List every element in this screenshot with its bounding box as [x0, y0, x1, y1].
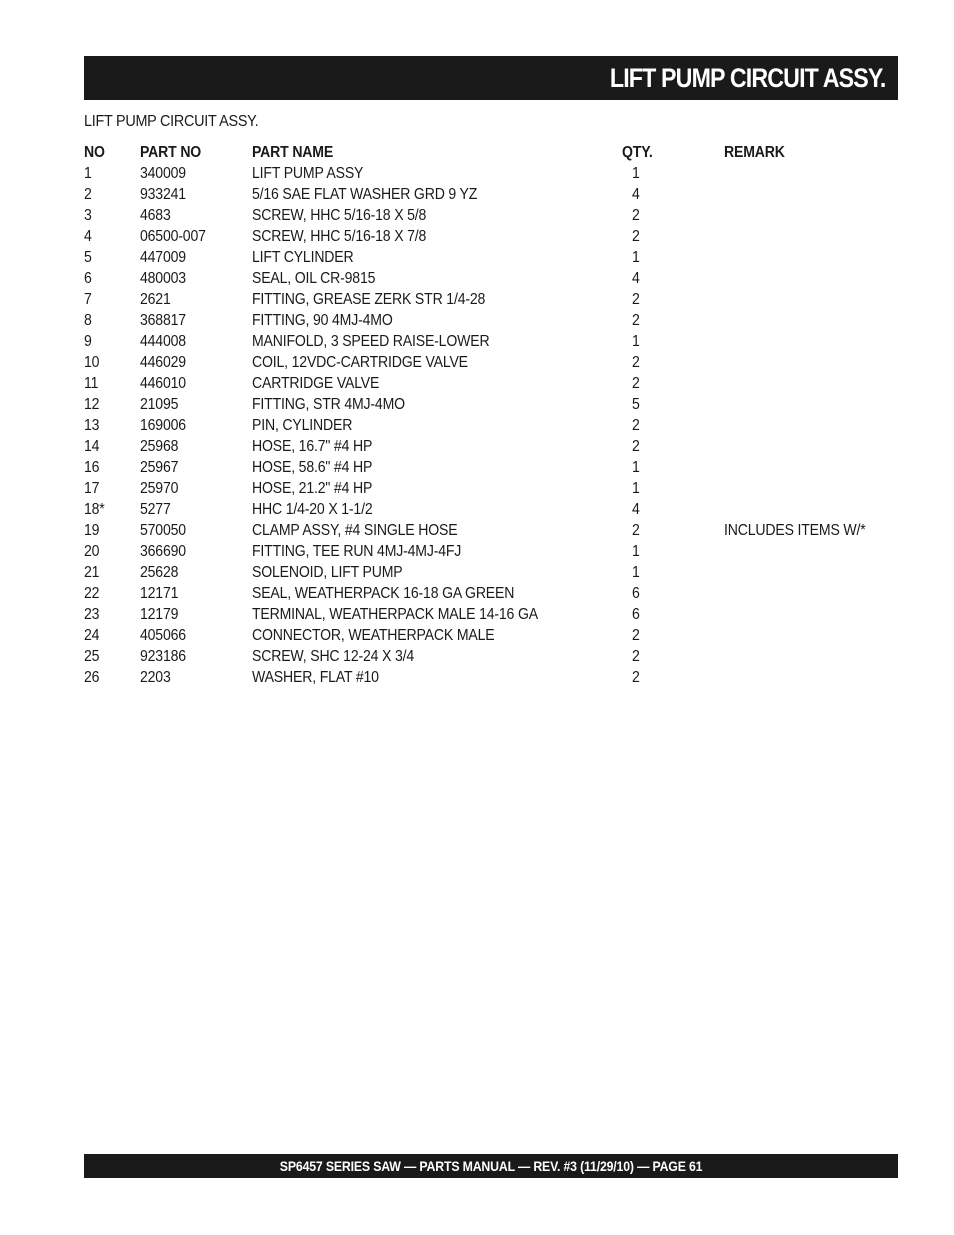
cell-qty: 6	[632, 585, 640, 602]
table-row	[84, 541, 898, 562]
cell-remark: INCLUDES ITEMS W/*	[724, 522, 866, 539]
table-row	[84, 415, 898, 436]
cell-no: 8	[84, 312, 92, 329]
cell-no: 7	[84, 291, 92, 308]
cell-part-name: FITTING, 90 4MJ-4MO	[252, 312, 393, 329]
cell-remark	[724, 625, 898, 646]
cell-remark	[724, 289, 898, 310]
cell-no: 11	[84, 375, 99, 392]
cell-qty: 2	[632, 648, 640, 665]
cell-qty: 1	[632, 564, 640, 581]
cell-no: 16	[84, 459, 100, 476]
cell-qty: 1	[632, 165, 640, 182]
cell-no: 12	[84, 396, 100, 413]
cell-qty: 4	[632, 186, 640, 203]
cell-qty: 2	[632, 354, 640, 371]
cell-part-name: LIFT CYLINDER	[252, 249, 354, 266]
table-row	[84, 184, 898, 205]
cell-part-no: 12171	[140, 585, 179, 602]
table-row	[84, 478, 898, 499]
cell-part-name: HOSE, 21.2" #4 HP	[252, 480, 373, 497]
cell-part-name: CARTRIDGE VALVE	[252, 375, 380, 392]
cell-part-name: SOLENOID, LIFT PUMP	[252, 564, 403, 581]
cell-qty: 2	[632, 417, 640, 434]
cell-remark	[724, 184, 898, 205]
cell-qty: 4	[632, 501, 640, 518]
cell-part-no: 366690	[140, 543, 186, 560]
column-header-part-name: PART NAME	[252, 144, 334, 161]
cell-part-no: 12179	[140, 606, 179, 623]
cell-remark	[724, 331, 898, 352]
cell-part-no: 25967	[140, 459, 179, 476]
cell-qty: 1	[632, 249, 640, 266]
cell-no: 5	[84, 249, 92, 266]
cell-no: 6	[84, 270, 92, 287]
cell-qty: 4	[632, 270, 640, 287]
cell-remark	[724, 352, 898, 373]
table-row	[84, 331, 898, 352]
parts-table-body	[84, 163, 898, 688]
cell-part-name: 5/16 SAE FLAT WASHER GRD 9 YZ	[252, 186, 478, 203]
cell-part-name: SCREW, HHC 5/16-18 X 5/8	[252, 207, 427, 224]
cell-part-name: MANIFOLD, 3 SPEED RAISE-LOWER	[252, 333, 490, 350]
cell-no: 2	[84, 186, 92, 203]
cell-remark	[724, 415, 898, 436]
page-header-bar	[84, 56, 898, 100]
cell-part-name: PIN, CYLINDER	[252, 417, 353, 434]
cell-part-no: 5277	[140, 501, 171, 518]
cell-qty: 2	[632, 627, 640, 644]
parts-table	[84, 142, 898, 688]
cell-qty: 6	[632, 606, 640, 623]
cell-remark	[724, 562, 898, 583]
cell-part-no: 480003	[140, 270, 186, 287]
cell-part-name: FITTING, STR 4MJ-4MO	[252, 396, 405, 413]
cell-remark	[724, 478, 898, 499]
column-header-qty: QTY.	[622, 144, 653, 161]
cell-part-no: 25970	[140, 480, 179, 497]
page-title: LIFT PUMP CIRCUIT ASSY.	[610, 62, 886, 93]
cell-remark	[724, 268, 898, 289]
cell-qty: 2	[632, 207, 640, 224]
cell-part-no: 340009	[140, 165, 186, 182]
cell-part-name: SCREW, HHC 5/16-18 X 7/8	[252, 228, 427, 245]
table-row	[84, 226, 898, 247]
cell-part-no: 2621	[140, 291, 171, 308]
cell-part-no: 4683	[140, 207, 171, 224]
cell-remark	[724, 541, 898, 562]
cell-part-no: 933241	[140, 186, 186, 203]
cell-no: 18*	[84, 501, 105, 518]
cell-part-no: 2203	[140, 669, 171, 686]
cell-no: 1	[84, 165, 92, 182]
cell-no: 3	[84, 207, 92, 224]
table-row	[84, 268, 898, 289]
cell-no: 10	[84, 354, 100, 371]
cell-qty: 2	[632, 438, 640, 455]
table-row	[84, 205, 898, 226]
cell-part-no: 169006	[140, 417, 186, 434]
table-row	[84, 667, 898, 688]
table-row	[84, 457, 898, 478]
cell-no: 24	[84, 627, 100, 644]
cell-part-name: CLAMP ASSY, #4 SINGLE HOSE	[252, 522, 458, 539]
cell-part-name: SCREW, SHC 12-24 X 3/4	[252, 648, 415, 665]
cell-no: 22	[84, 585, 100, 602]
cell-remark	[724, 646, 898, 667]
column-header-no: NO	[84, 144, 105, 161]
cell-remark	[724, 499, 898, 520]
cell-part-name: FITTING, GREASE ZERK STR 1/4-28	[252, 291, 486, 308]
cell-remark	[724, 163, 898, 184]
cell-no: 25	[84, 648, 100, 665]
cell-no: 26	[84, 669, 100, 686]
cell-remark	[724, 604, 898, 625]
cell-part-name: HOSE, 16.7" #4 HP	[252, 438, 373, 455]
cell-remark	[724, 247, 898, 268]
cell-part-name: SEAL, WEATHERPACK 16-18 GA GREEN	[252, 585, 515, 602]
cell-remark	[724, 667, 898, 688]
cell-no: 13	[84, 417, 100, 434]
cell-no: 14	[84, 438, 100, 455]
cell-part-no: 06500-007	[140, 228, 206, 245]
cell-part-no: 446010	[140, 375, 186, 392]
cell-qty: 2	[632, 669, 640, 686]
cell-qty: 1	[632, 480, 640, 497]
footer-text: SP6457 SERIES SAW — PARTS MANUAL — REV. #3 (11/29/10) — PAGE 61	[279, 1158, 703, 1174]
cell-part-name: TERMINAL, WEATHERPACK MALE 14-16 GA	[252, 606, 538, 623]
cell-part-no: 570050	[140, 522, 186, 539]
cell-part-name: CONNECTOR, WEATHERPACK MALE	[252, 627, 495, 644]
cell-qty: 1	[632, 543, 640, 560]
cell-part-no: 446029	[140, 354, 186, 371]
cell-remark	[724, 457, 898, 478]
table-row	[84, 583, 898, 604]
table-row	[84, 247, 898, 268]
cell-qty: 2	[632, 228, 640, 245]
table-row	[84, 499, 898, 520]
cell-part-no: 923186	[140, 648, 186, 665]
cell-remark	[724, 205, 898, 226]
cell-part-name: SEAL, OIL CR-9815	[252, 270, 376, 287]
table-row	[84, 646, 898, 667]
cell-remark	[724, 394, 898, 415]
cell-remark	[724, 373, 898, 394]
cell-qty: 2	[632, 291, 640, 308]
table-row	[84, 436, 898, 457]
table-row	[84, 289, 898, 310]
table-header-row	[84, 142, 898, 163]
cell-remark	[724, 226, 898, 247]
cell-part-no: 21095	[140, 396, 179, 413]
section-title: LIFT PUMP CIRCUIT ASSY.	[84, 113, 259, 130]
cell-qty: 2	[632, 312, 640, 329]
table-row	[84, 604, 898, 625]
cell-part-no: 405066	[140, 627, 186, 644]
column-header-part-no: PART NO	[140, 144, 202, 161]
table-row	[84, 163, 898, 184]
table-row	[84, 352, 898, 373]
table-row	[84, 625, 898, 646]
page-footer-bar	[84, 1154, 898, 1178]
cell-qty: 5	[632, 396, 640, 413]
cell-remark	[724, 436, 898, 457]
column-header-remark: REMARK	[724, 144, 785, 161]
cell-part-no: 25968	[140, 438, 179, 455]
cell-qty: 2	[632, 375, 640, 392]
cell-part-no: 447009	[140, 249, 186, 266]
cell-qty: 1	[632, 333, 640, 350]
cell-no: 20	[84, 543, 100, 560]
cell-no: 4	[84, 228, 92, 245]
table-row	[84, 310, 898, 331]
cell-qty: 1	[632, 459, 640, 476]
cell-qty: 2	[632, 522, 640, 539]
cell-remark	[724, 583, 898, 604]
cell-no: 19	[84, 522, 100, 539]
cell-part-name: COIL, 12VDC-CARTRIDGE VALVE	[252, 354, 468, 371]
table-row	[84, 562, 898, 583]
cell-part-no: 368817	[140, 312, 186, 329]
cell-part-name: HOSE, 58.6" #4 HP	[252, 459, 373, 476]
cell-no: 9	[84, 333, 92, 350]
table-row	[84, 520, 898, 541]
cell-part-name: WASHER, FLAT #10	[252, 669, 379, 686]
cell-part-no: 25628	[140, 564, 179, 581]
cell-no: 17	[84, 480, 100, 497]
cell-part-name: FITTING, TEE RUN 4MJ-4MJ-4FJ	[252, 543, 462, 560]
cell-no: 21	[84, 564, 100, 581]
cell-part-no: 444008	[140, 333, 186, 350]
cell-part-name: HHC 1/4-20 X 1-1/2	[252, 501, 373, 518]
cell-no: 23	[84, 606, 100, 623]
cell-remark	[724, 310, 898, 331]
table-row	[84, 394, 898, 415]
table-row	[84, 373, 898, 394]
cell-part-name: LIFT PUMP ASSY	[252, 165, 364, 182]
